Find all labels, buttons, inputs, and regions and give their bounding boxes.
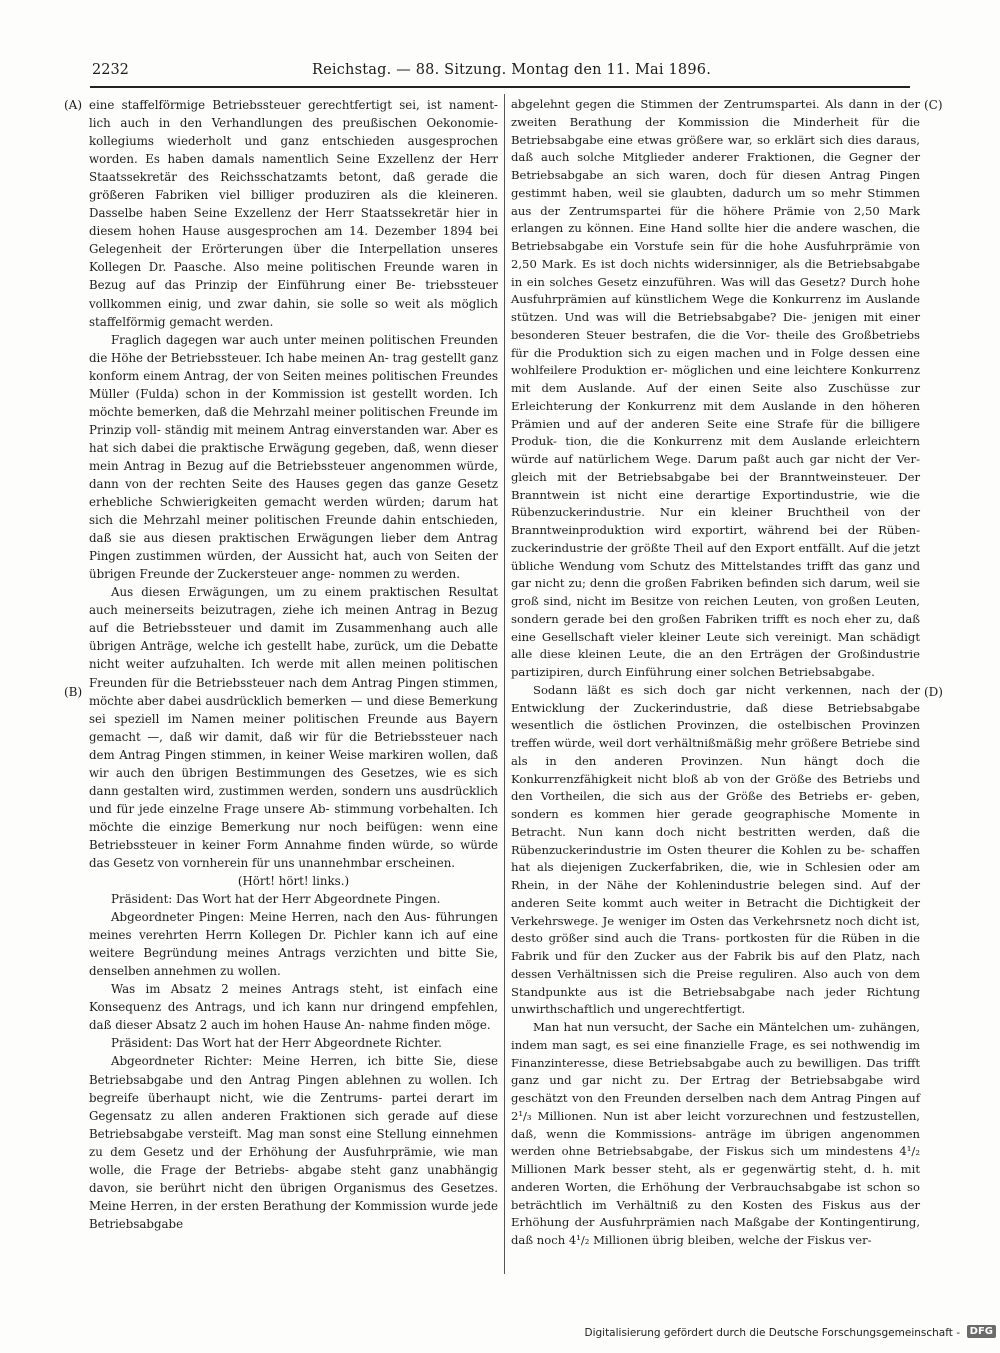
page-header	[0, 62, 1000, 86]
paragraph: Präsident: Das Wort hat der Herr Abgeordnete Pingen.	[111, 892, 441, 907]
marker-b: (B)	[64, 685, 83, 699]
page-number: 2232	[92, 62, 129, 78]
left-column	[89, 96, 498, 1233]
paragraph: Abgeordneter Richter: Meine Herren, ich bitte Sie, diese Betriebsabgabe und den Antrag Pingen ablehnen zu wollen. Ich begreife überhaupt nicht, wie die Zentrums- partei derart im Gegensatz zu allen anderen Fraktionen sich gerade auf diese Betriebsabgabe versteift. Mag man sonst eine Stellung einnehmen zu dem Gesetz und der Erhöhung der Ausfuhrprämie, wie man wolle, die Frage der Betriebs- abgabe steht ganz unabhängig davon, sie berührt nicht den übrigen Organismus des Gesetzes. Meine Herren, in der ersten Berathung der Kommission wurde jede Betriebsabgabe	[89, 1054, 498, 1231]
footer-credit: Digitalisierung gefördert durch die Deutsche Forschungsgemeinschaft -	[584, 1327, 960, 1339]
paragraph: Sodann läßt es sich doch gar nicht verkennen, nach der Entwicklung der Zuckerindustrie, daß diese Betriebsabgabe wesentlich die östlichen Provinzen, die ostelbischen Provinzen treffen würde, weil dort verhältnißmäßig mehr größere Betriebe sind als in den anderen Provinzen. Nun hängt doch die Konkurrenzfähigkeit nicht bloß ab von der Größe des Betriebs und den Vortheilen, die sich aus der Größe des Betriebs er- geben, sondern es kommen hier gerade geographische Momente in Betracht. Nun kann doch nicht bestritten werden, daß die Rübenzuckerindustrie im Osten theurer die Kohlen zu be- schaffen hat als diejenigen Zuckerfabriken, die, wie in Schlesien oder am Rhein, in der Nähe der Kohlenindustrie belegen sind. Auf der anderen Seite kommt auch weiter in Betracht die Dichtigkeit der Verkehrswege. Je weniger im Osten das Verkehrsnetz noch dicht ist, desto größer sind auch die Trans- portkosten für die Rüben in die Fabrik und für den Zucker aus der Fabrik bis auf den Platz, nach dessen Verhältnissen sich die Preise reguliren. Also auch von dem Standpunkte aus ist die Betriebsabgabe nach jeder Richtung unwirthschaftlich und ungerechtfertigt.	[511, 682, 921, 1017]
marker-a: (A)	[64, 98, 83, 112]
marker-d: (D)	[924, 685, 943, 699]
paragraph: (Hört! hört! links.)	[237, 874, 350, 889]
paragraph: eine staffelförmige Betriebssteuer gerechtfertigt sei, ist nament- lich auch in den Verhandlungen des preußischen Oekonomie- kollegiums wiederholt und ganz entschieden ausgesprochen worden. Es haben damals namentlich Seine Exzellenz der Herr Staatssekretär des Reichsschatzamts betont, daß gerade die größeren Fabriken viel billiger produziren als die kleineren. Dasselbe haben Seine Exzellenz der Herr Staatssekretär hier in diesem hohen Hause ausgesprochen am 14. Dezember 1894 bei Gelegenheit der Erörterungen über die Interpellation unseres Kollegen Dr. Paasche. Also meine politischen Freunde waren in Bezug auf das Prinzip der Einführung einer Be- triebssteuer vollkommen einig, und zwar dahin, sie solle so weit als möglich staffelförmig gemacht werden.	[89, 98, 498, 329]
right-column	[511, 96, 920, 1250]
paragraph: Aus diesen Erwägungen, um zu einem praktischen Resultat auch meinerseits beizutragen, ziehe ich meinen Antrag in Bezug auf die Betriebssteuer und damit im Zusammenhang auch alle übrigen Anträge, welche ich gestellt habe, zurück, um die Debatte nicht weiter aufzuhalten. Ich werde mit allen meinen politischen Freunden für die Betriebssteuer nach dem Antrag Pingen stimmen, möchte aber dabei ausdrücklich bemerken — und diese Bemerkung sei speziell im Namen meiner politischen Freunde aus Bayern gemacht —, daß wir damit, daß wir für die Betriebssteuer nach dem Antrag Pingen stimmen, in keiner Weise markiren wollen, daß wir auch den übrigen Bestimmungen des Gesetzes, wie es sich dann gestalten wird, zustimmen werden, sondern uns ausdrücklich und für jede einzelne Frage unsere Ab- stimmung vorbehalten. Ich möchte die einzige Bemerkung nur noch beifügen: wenn eine Betriebssteuer in keiner Form Annahme finden würde, so würde das Gesetz von vornherein für uns unannehmbar erscheinen.	[89, 585, 498, 870]
column-divider	[504, 94, 505, 1274]
dfg-logo: DFG	[967, 1325, 996, 1338]
paragraph: Was im Absatz 2 meines Antrags steht, ist einfach eine Konsequenz des Antrags, und ich kann nur dringend empfehlen, daß dieser Absatz 2 auch im hohen Hause An- nahme finden möge.	[89, 982, 498, 1033]
paragraph: Präsident: Das Wort hat der Herr Abgeordnete Richter.	[111, 1036, 442, 1051]
paragraph: Fraglich dagegen war auch unter meinen politischen Freunden die Höhe der Betriebssteuer. Ich habe meinen An- trag gestellt ganz konform einem Antrag, der von Seiten meines politischen Freundes Müller (Fulda) schon in der Kommission ist gestellt worden. Ich möchte bemerken, daß die Mehrzahl meiner politischen Freunde im Prinzip voll- ständig mit meinem Antrag einverstanden war. Aber es hat sich dabei die praktische Erwägung gegeben, daß, wenn dieser mein Antrag in Bezug auf die Betriebssteuer angenommen würde, dann von der rechten Seite des Hauses gegen das ganze Gesetz erhebliche Schwierigkeiten gemacht werden würden; darum hat sich die Mehrzahl meiner politischen Freunde dahin entschieden, daß sie aus diesen praktischen Erwägungen lieber dem Antrag Pingen zustimmen würden, der Aussicht hat, auch von Seiten der übrigen Freunde der Zuckersteuer ange- nommen zu werden.	[89, 332, 498, 582]
header-rule	[90, 86, 910, 88]
marker-c: (C)	[924, 98, 943, 112]
running-title: Reichstag. — 88. Sitzung. Montag den 11. Mai 1896.	[312, 62, 712, 78]
paragraph: Abgeordneter Pingen: Meine Herren, nach den Aus- führungen meines verehrten Herrn Kollegen Dr. Pichler kann ich auf eine weitere Begründung meines Antrags verzichten und bitte Sie, denselben annehmen zu wollen.	[89, 910, 498, 979]
paragraph: Man hat nun versucht, der Sache ein Mäntelchen um- zuhängen, indem man sagt, es sei eine finanzielle Frage, es sei nothwendig im Finanzinteresse, diese Betriebsabgabe auch zu bewilligen. Das trifft ganz und gar nicht zu. Der Ertrag der Betriebsabgabe wird geschätzt von den Freunden derselben nach dem Antrag Pingen auf 2¹/₃ Millionen. Nun ist aber leicht vorzurechnen und festzustellen, daß, wenn die Kommissions- anträge im übrigen angenommen werden ohne Betriebsabgabe, der Fiskus sich um mindestens 4¹/₂ Millionen Mark besser steht, als er gegenwärtig steht, d. h. mit anderen Worten, die Erhöhung der Verbrauchsabgabe ist schon so beträchtlich im Verhältniß zu den Kosten des Fiskus aus der Erhöhung der Ausfuhrprämien nach Maßgabe der Kontingentirung, daß noch 4¹/₂ Millionen übrig bleiben, welche der Fiskus ver-	[511, 1020, 920, 1247]
paragraph: abgelehnt gegen die Stimmen der Zentrumspartei. Als dann in der zweiten Berathung der Kommission die Minderheit für die Betriebsabgabe eine etwas größere war, so erklärt sich dies daraus, daß auch solche Mitglieder anderer Fraktionen, die Gegner der Betriebsabgabe an sich waren, doch für diesen Antrag Pingen gestimmt haben, weil sie glaubten, dadurch um so mehr Stimmen aus der Zentrumspartei für die höhere Prämie von 2,50 Mark erlangen zu können. Eine Hand sollte hier die andere waschen, die Betriebsabgabe ein Vorstufe sein für die hohe Ausfuhrprämie von 2,50 Mark. Es ist doch nichts widersinniger, als die Betriebsabgabe in ein solches Gesetz einzuführen. Was will das Gesetz? Durch hohe Ausfuhrprämien auf künstlichem Wege die Konkurrenz im Auslande stützen. Und was will die Betriebsabgabe? Die- jenigen mit einer besonderen Steuer bestrafen, die die Vor- theile des Großbetriebs für die Produktion sich zu eigen machen und in Folge dessen eine wohlfeilere Produktion er- möglichen und eine leichtere Konkurrenz mit dem Auslande. Auf der einen Seite also Zuschüsse zur Erleichterung der Konkurrenz mit dem Auslande in den höheren Prämien und auf der anderen Seite eine Strafe für die billigere Produk- tion, die die Konkurrenz mit dem Auslande erleichtern würde auf natürlichem Wege. Darum paßt auch gar nicht der Ver- gleich mit der Betriebsabgabe bei der Branntweinsteuer. Der Branntwein ist nicht eine derartige Exportindustrie, wie die Rübenzuckerindustrie. Nur ein kleiner Bruchtheil von der Branntweinproduktion wird exportirt, während bei der Rüben- zuckerindustrie der größte Theil auf den Export entfällt. Auf die jetzt übliche Wendung vom Schutz des Mittelstandes trifft das ganz und gar nicht zu; denn die großen Fabriken befinden sich darum, weil sie groß sind, nicht im Besitze von reichen Leuten, von großen Leuten, sondern gerade bei den großen Fabriken trifft es noch eher zu, daß eine Gesellschaft vieler kleiner Leute sich vereinigt. Man schädigt alle diese kleinen Leute, die an den Erträgen der Großindustrie partizipiren, durch Einführung einer solchen Betriebsabgabe.	[511, 97, 920, 679]
